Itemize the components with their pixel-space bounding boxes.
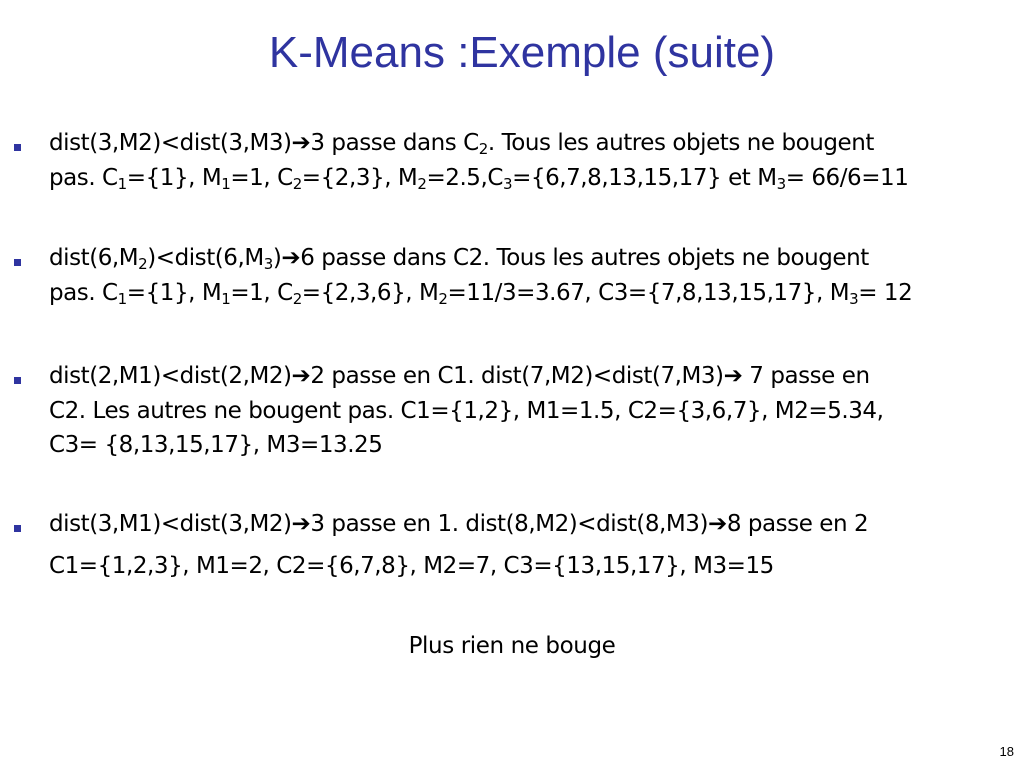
bullet-4-line-2: C1={1,2,3}, M1=2, C2={6,7,8}, M2=7, C3={13,15,17}, M3=15 (49, 553, 774, 579)
right-arrow-icon: ➔ (291, 363, 311, 389)
right-arrow-icon: ➔ (291, 511, 311, 537)
square-bullet-icon (14, 525, 21, 532)
bullet-2-line-2: pas. $C_1=\{1\}$, $M_1=1$, $C_2=\{2,3,6\}$, $M_2=11/3=3.67$, C3={7,8,13,15,17}, $M_3= 12$ (49, 280, 913, 308)
bullet-3-line-1: dist(2,M1)<dist(2,M2)➔2 passe en C1. dist(7,M2)<dist(7,M3)➔ 7 passe en (49, 363, 870, 389)
bullet-1-line-2: pas. $C_1=\{1\}$, $M_1=1$, $C_2=\{2,3\}$, $M_2=2.5,C_3=\{6,7,8,13,15,17\}$ et $M_3= 66/6=11$ (49, 165, 909, 193)
square-bullet-icon (14, 259, 21, 266)
right-arrow-icon: ➔ (723, 363, 743, 389)
square-bullet-icon (14, 144, 21, 151)
bullet-1-line-1: dist(3,M2)<dist(3,M3)➔3 passe dans $C_2$. Tous les autres objets ne bougent (49, 130, 874, 158)
right-arrow-icon: ➔ (281, 245, 301, 271)
right-arrow-icon: ➔ (707, 511, 727, 537)
slide-number: 18 (999, 744, 1014, 759)
bullet-2-line-1: $dist(6,M_2)<dist(6,M_3)➔6$ passe dans C2. Tous les autres objets ne bougent (49, 245, 869, 273)
bullet-3-line-2: C2. Les autres ne bougent pas. C1={1,2}, M1=1.5, C2={3,6,7}, M2=5.34, (49, 398, 884, 424)
conclusion-text: Plus rien ne bouge (408, 633, 616, 659)
slide-title: K-Means :Exemple (suite) (268, 28, 776, 77)
square-bullet-icon (14, 377, 21, 384)
right-arrow-icon: ➔ (291, 130, 311, 156)
bullet-4-line-1: dist(3,M1)<dist(3,M2)➔3 passe en 1. dist(8,M2)<dist(8,M3)➔8 passe en 2 (49, 511, 869, 537)
bullet-3-line-3: C3= {8,13,15,17}, M3=13.25 (49, 432, 383, 458)
